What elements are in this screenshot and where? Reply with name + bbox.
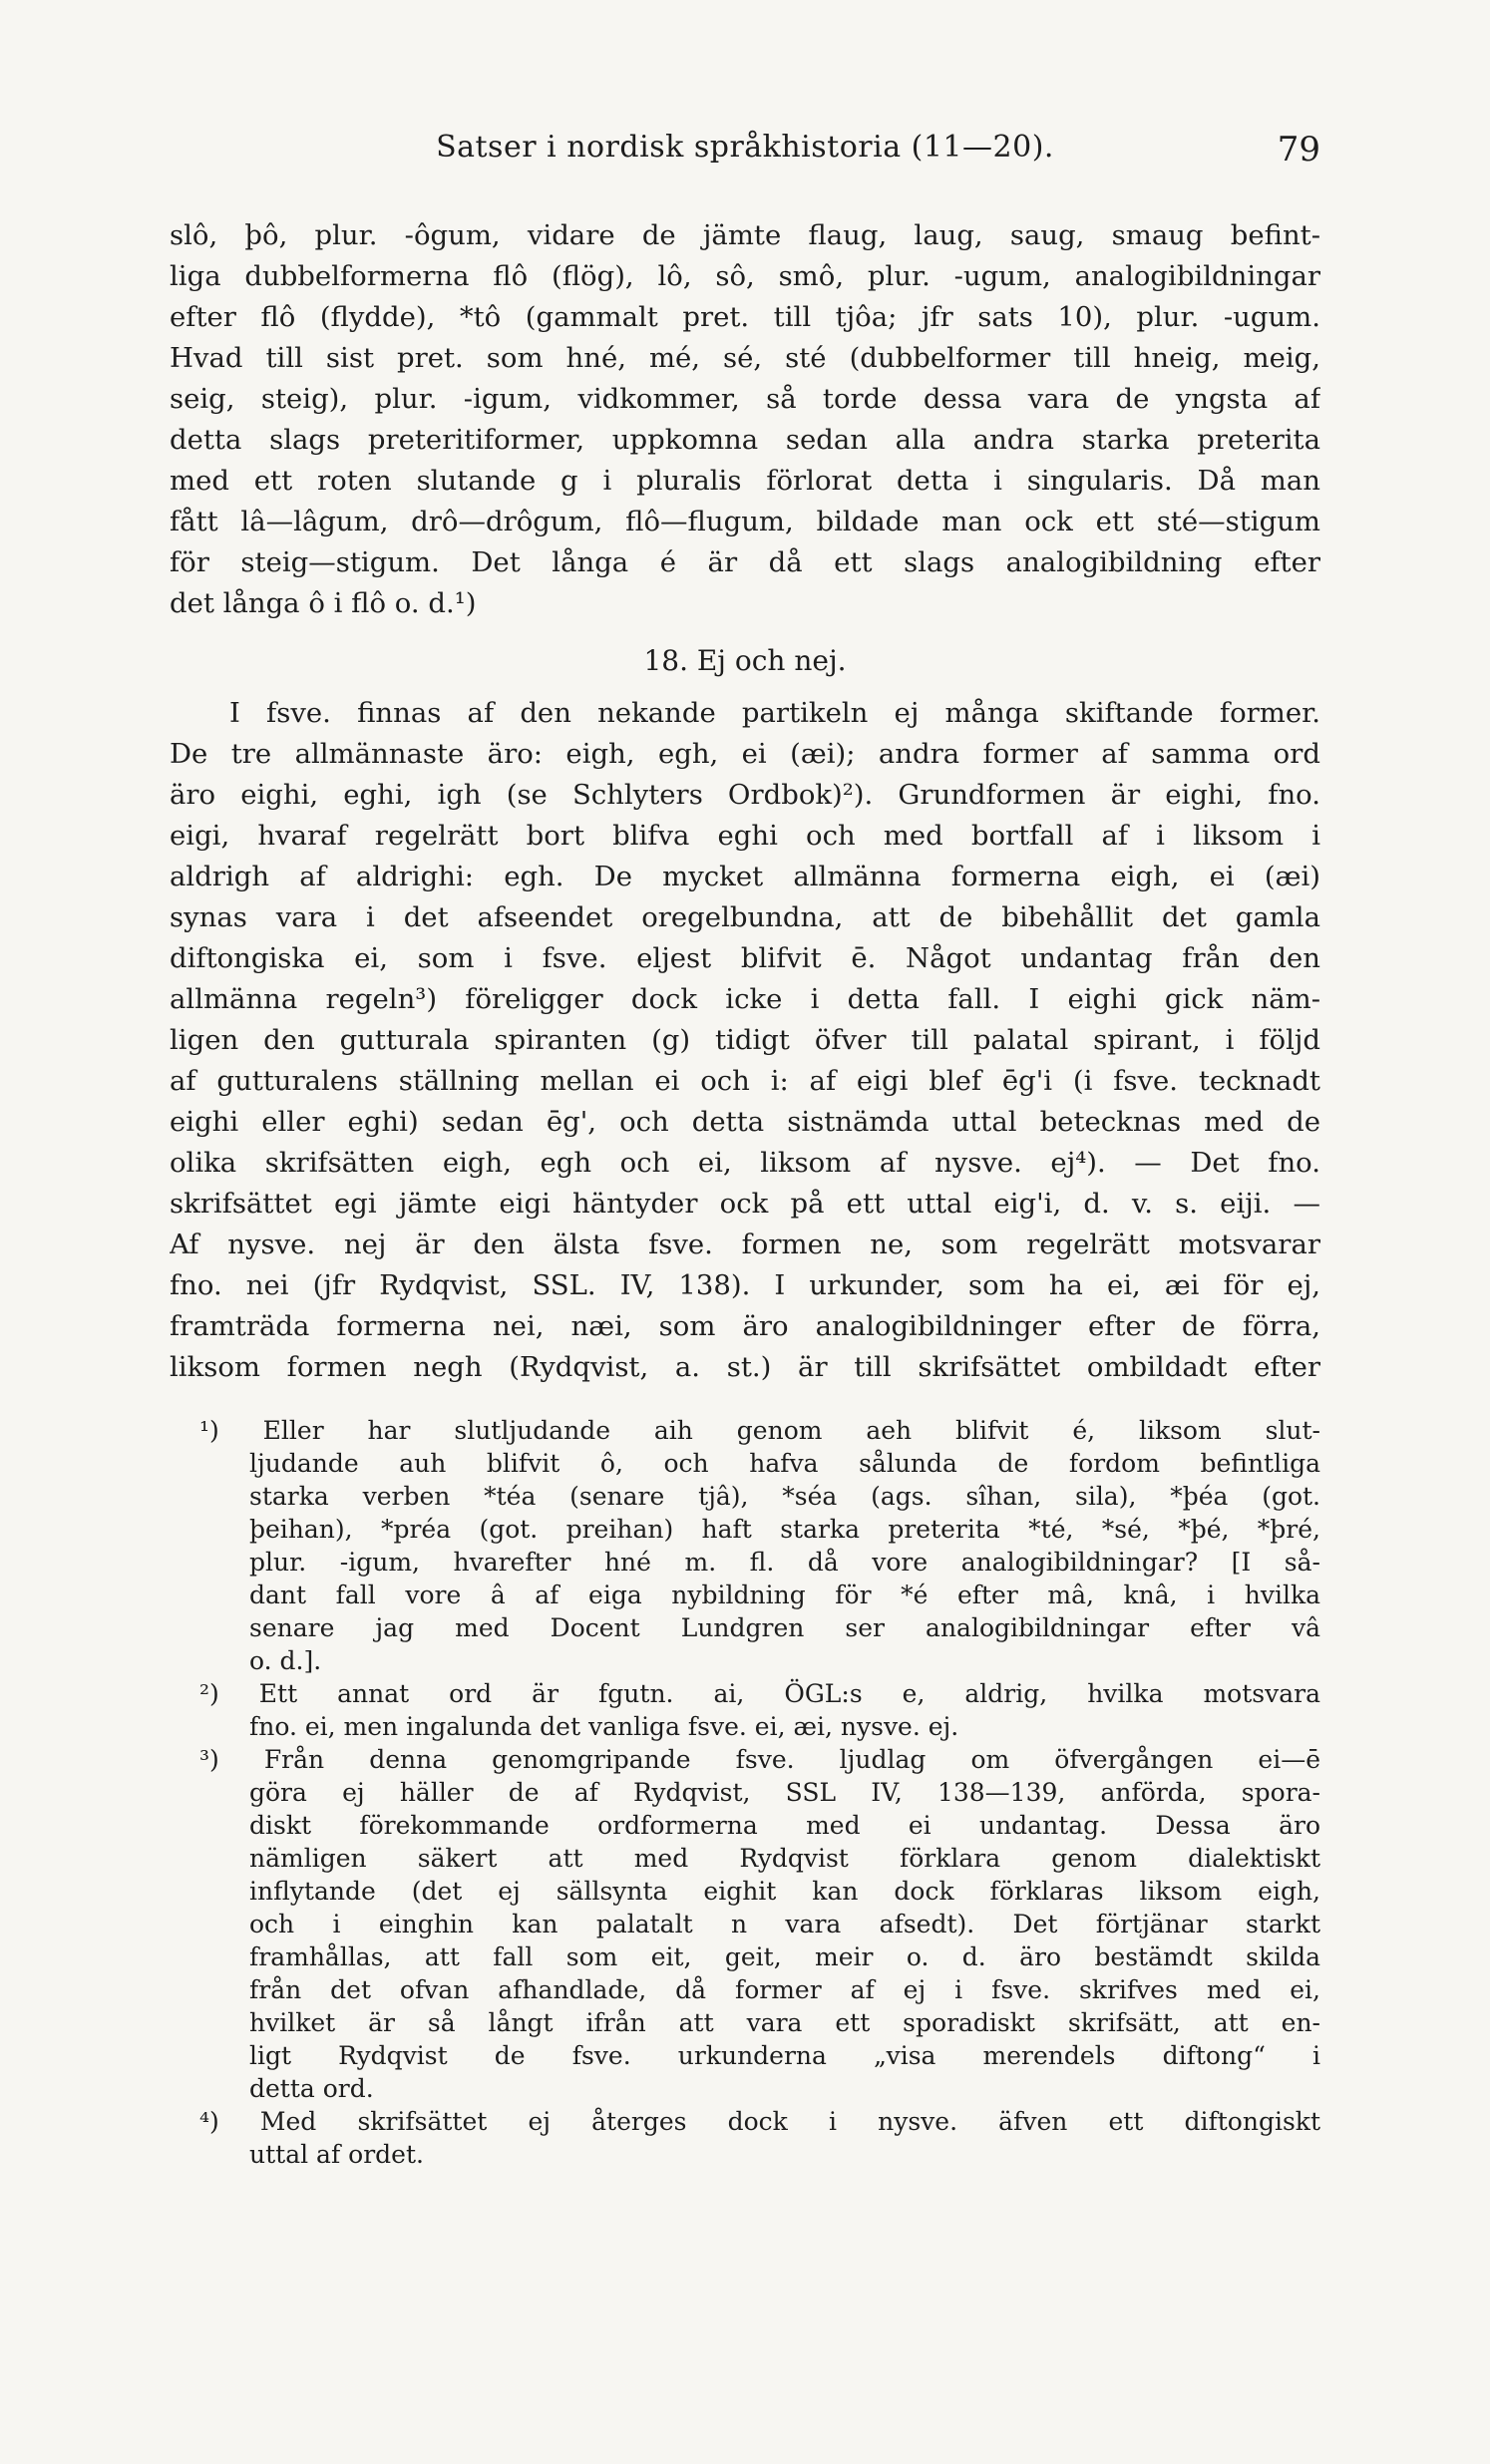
text-line: ligen den gutturala spiranten (g) tidigt öfver till palatal spirant, i följd bbox=[170, 1024, 1320, 1056]
footnote-line: starka verben *téa (senare tjâ), *séa (ags. sîhan, sila), *þéa (got. bbox=[249, 1482, 1320, 1511]
footnote-line: diskt förekommande ordformerna med ei undantag. Dessa äro bbox=[249, 1811, 1320, 1840]
text-line: skrifsättet egi jämte eigi häntyder ock på ett uttal eig'i, d. v. s. eiji. — bbox=[170, 1188, 1320, 1220]
footnote-line: uttal af ordet. bbox=[249, 2140, 424, 2169]
footnote-line: hvilket är så långt ifrån att vara ett sporadiskt skrifsätt, att en- bbox=[249, 2008, 1320, 2037]
footnote-3 bbox=[170, 1743, 1320, 2105]
text-line: äro eighi, eghi, igh (se Schlyters Ordbok)²). Grundformen är eighi, fno. bbox=[170, 779, 1320, 811]
footnote-line: inflytande (det ej sällsynta eighit kan dock förklaras liksom eigh, bbox=[249, 1877, 1320, 1906]
text-line: detta slags preteritiformer, uppkomna sedan alla andra starka preterita bbox=[170, 424, 1320, 456]
footnote-4 bbox=[170, 2105, 1320, 2171]
text-line: för steig—stigum. Det långa é är då ett slags analogibildning efter bbox=[170, 546, 1320, 578]
footnote-line: ⁴) Med skrifsättet ej återges dock i nysve. äfven ett diftongiskt bbox=[199, 2107, 1320, 2136]
footnote-line: nämligen säkert att med Rydqvist förklara genom dialektiskt bbox=[249, 1844, 1320, 1873]
text-line: Af nysve. nej är den älsta fsve. formen ne, som regelrätt motsvarar bbox=[170, 1229, 1320, 1260]
footnote-line: ¹) Eller har slutljudande aih genom aeh blifvit é, liksom slut- bbox=[199, 1416, 1320, 1445]
text-line: De tre allmännaste äro: eigh, egh, ei (æi); andra former af samma ord bbox=[170, 738, 1320, 770]
text-line: liksom formen negh (Rydqvist, a. st.) är till skrifsättet ombildadt efter bbox=[170, 1351, 1320, 1383]
page-number: 79 bbox=[1277, 130, 1320, 170]
footnote-line: göra ej häller de af Rydqvist, SSL IV, 138—139, anförda, spora- bbox=[249, 1778, 1320, 1807]
text-line: seig, steig), plur. -igum, vidkommer, så torde dessa vara de yngsta af bbox=[170, 383, 1320, 415]
footnote-line: och i einghin kan palatalt n vara afsedt). Det förtjänar starkt bbox=[249, 1910, 1320, 1938]
paragraph-ej-och-nej bbox=[170, 693, 1320, 1388]
text-line: fått lâ—lâgum, drô—drôgum, flô—flugum, bildade man ock ett sté—stigum bbox=[170, 506, 1320, 537]
text-line: eigi, hvaraf regelrätt bort blifva eghi och med bortfall af i liksom i bbox=[170, 820, 1320, 852]
text-line: diftongiska ei, som i fsve. eljest blifvit ē. Något undantag från den bbox=[170, 942, 1320, 974]
running-title: Satser i nordisk språkhistoria (11—20). bbox=[436, 130, 1054, 165]
footnote-line: detta ord. bbox=[249, 2074, 374, 2103]
footnote-line: o. d.]. bbox=[249, 1646, 322, 1675]
footnote-line: ³) Från denna genomgripande fsve. ljudlag om öfvergången ei—ē bbox=[199, 1745, 1320, 1774]
text-line: allmänna regeln³) föreligger dock icke i detta fall. I eighi gick näm- bbox=[170, 983, 1320, 1015]
footnote-line: från det ofvan afhandlade, då former af ej i fsve. skrifves med ei, bbox=[249, 1975, 1320, 2004]
paragraph-continuation bbox=[170, 215, 1320, 624]
text-line: efter flô (flydde), *tô (gammalt pret. till tjôa; jfr sats 10), plur. -ugum. bbox=[170, 301, 1320, 333]
footnote-line: senare jag med Docent Lundgren ser analogibildningar efter vâ bbox=[249, 1613, 1320, 1642]
footnote-2 bbox=[170, 1677, 1320, 1743]
section-heading: 18. Ej och nej. bbox=[643, 644, 847, 677]
text-line: det långa ô i flô o. d.¹) bbox=[170, 587, 477, 619]
footnote-line: dant fall vore â af eiga nybildning för *é efter mâ, knâ, i hvilka bbox=[249, 1581, 1320, 1609]
text-line: I fsve. finnas af den nekande partikeln ej många skiftande former. bbox=[229, 697, 1320, 729]
text-line: af gutturalens ställning mellan ei och i: af eigi blef ēg'i (i fsve. tecknadt bbox=[170, 1065, 1320, 1097]
text-line: slô, þô, plur. -ôgum, vidare de jämte flaug, laug, saug, smaug befint- bbox=[170, 219, 1320, 251]
footnote-line: plur. -igum, hvarefter hné m. fl. då vore analogibildningar? [I så- bbox=[249, 1548, 1320, 1577]
text-line: Hvad till sist pret. som hné, mé, sé, sté (dubbelformer till hneig, meig, bbox=[170, 342, 1320, 374]
text-line: eighi eller eghi) sedan ēg', och detta sistnämda uttal betecknas med de bbox=[170, 1106, 1320, 1138]
footnote-1 bbox=[170, 1414, 1320, 1677]
text-line: framträda formerna nei, næi, som äro analogibildninger efter de förra, bbox=[170, 1310, 1320, 1342]
text-line: olika skrifsätten eigh, egh och ei, liksom af nysve. ej⁴). — Det fno. bbox=[170, 1147, 1320, 1179]
footnote-line: ²) Ett annat ord är fgutn. ai, ÖGL:s e, aldrig, hvilka motsvara bbox=[199, 1679, 1320, 1708]
footnotes bbox=[170, 1414, 1320, 2171]
page-header bbox=[170, 130, 1320, 193]
footnote-line: ligt Rydqvist de fsve. urkunderna „visa merendels diftong“ i bbox=[249, 2041, 1320, 2070]
text-line: med ett roten slutande g i pluralis förlorat detta i singularis. Då man bbox=[170, 465, 1320, 497]
text-line: synas vara i det afseendet oregelbundna, att de bibehållit det gamla bbox=[170, 901, 1320, 933]
text-line: aldrigh af aldrighi: egh. De mycket allmänna formerna eigh, ei (æi) bbox=[170, 861, 1320, 892]
footnote-line: framhållas, att fall som eit, geit, meir o. d. äro bestämdt skilda bbox=[249, 1942, 1320, 1971]
footnote-line: ljudande auh blifvit ô, och hafva sålunda de fordom befintliga bbox=[249, 1449, 1320, 1478]
footnote-line: fno. ei, men ingalunda det vanliga fsve. ei, æi, nysve. ej. bbox=[249, 1712, 959, 1741]
footnote-line: þeihan), *préa (got. preihan) haft starka preterita *té, *sé, *þé, *þré, bbox=[249, 1515, 1320, 1544]
text-line: liga dubbelformerna flô (flög), lô, sô, smô, plur. -ugum, analogibildningar bbox=[170, 260, 1320, 292]
text-line: fno. nei (jfr Rydqvist, SSL. IV, 138). I urkunder, som ha ei, æi för ej, bbox=[170, 1269, 1320, 1301]
book-page bbox=[170, 130, 1320, 2171]
